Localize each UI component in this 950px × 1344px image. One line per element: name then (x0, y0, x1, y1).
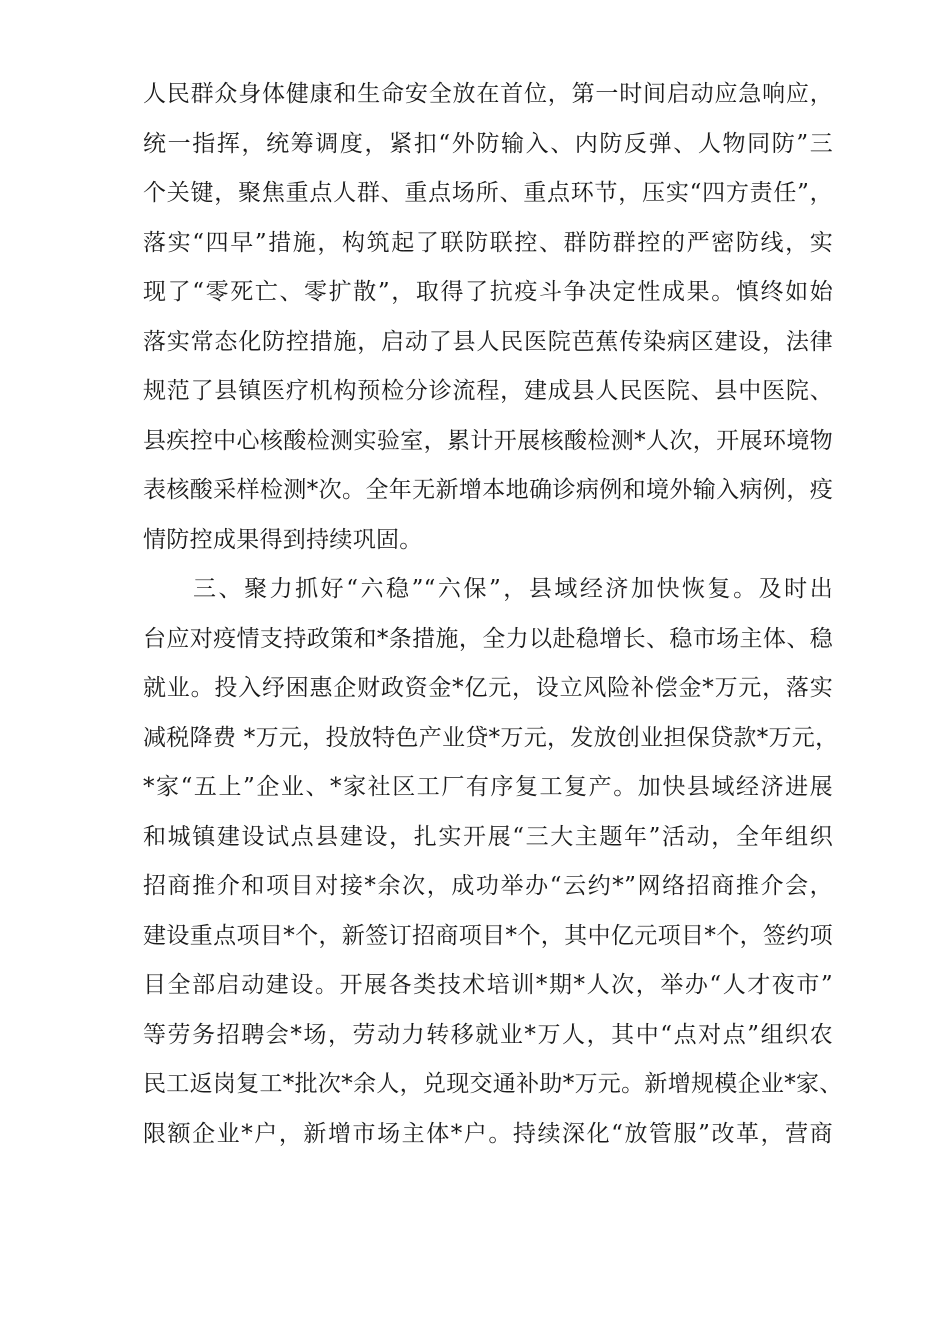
text-line: 规范了县镇医疗机构预检分诊流程，建成县人民医院、县中医院、 (143, 378, 833, 404)
text-line: 民工返岗复工*批次*余人，兑现交通补助*万元。新增规模企业*家、 (143, 1071, 843, 1097)
text-line: 就业。投入纾困惠企财政资金*亿元，设立风险补偿金*万元，落实 (143, 675, 833, 701)
paragraph-epidemic-control (143, 70, 833, 565)
text-line: 情防控成果得到持续巩固。 (143, 526, 423, 553)
text-line: 目全部启动建设。开展各类技术培训*期*人次，举办“人才夜市” (143, 972, 833, 998)
text-line: 招商推介和项目对接*余次，成功举办“云约*”网络招商推介会， (143, 873, 833, 899)
section-heading-line: 三、聚力抓好“六稳”“六保”，县域经济加快恢复。及时出 (193, 576, 833, 602)
text-line: *家“五上”企业、*家社区工厂有序复工复产。加快县域经济进展 (143, 774, 833, 800)
text-line: 县疾控中心核酸检测实验室，累计开展核酸检测*人次，开展环境物 (143, 427, 833, 454)
text-line: 统一指挥，统筹调度，紧扣“外防输入、内防反弹、人物同防”三 (143, 130, 833, 157)
text-line: 等劳务招聘会*场，劳动力转移就业*万人，其中“点对点”组织农 (143, 1021, 833, 1048)
text-line: 和城镇建设试点县建设，扎实开展“三大主题年”活动，全年组织 (143, 823, 833, 850)
text-line: 限额企业*户，新增市场主体*户。持续深化“放管服”改革，营商 (143, 1120, 833, 1147)
text-line: 人民群众身体健康和生命安全放在首位，第一时间启动应急响应， (143, 81, 833, 107)
text-line: 落实常态化防控措施，启动了县人民医院芭蕉传染病区建设，法律 (143, 328, 833, 355)
text-line: 个关键，聚焦重点人群、重点场所、重点环节，压实“四方责任”， (143, 180, 833, 206)
text-line: 台应对疫情支持政策和*条措施，全力以赴稳增长、稳市场主体、稳 (143, 625, 833, 652)
text-line: 表核酸采样检测*次。全年无新增本地确诊病例和境外输入病例，疫 (143, 477, 833, 503)
body-text (143, 70, 843, 1159)
text-line: 现了“零死亡、零扩散”，取得了抗疫斗争决定性成果。慎终如始 (143, 279, 833, 305)
paragraph-six-stability (143, 565, 843, 1159)
text-line: 落实“四早”措施，构筑起了联防联控、群防群控的严密防线，实 (143, 229, 833, 256)
text-line: 建设重点项目*个，新签订招商项目*个，其中亿元项目*个，签约项 (143, 922, 833, 949)
text-line: 减税降费 *万元，投放特色产业贷*万元，发放创业担保贷款*万元， (143, 724, 839, 751)
